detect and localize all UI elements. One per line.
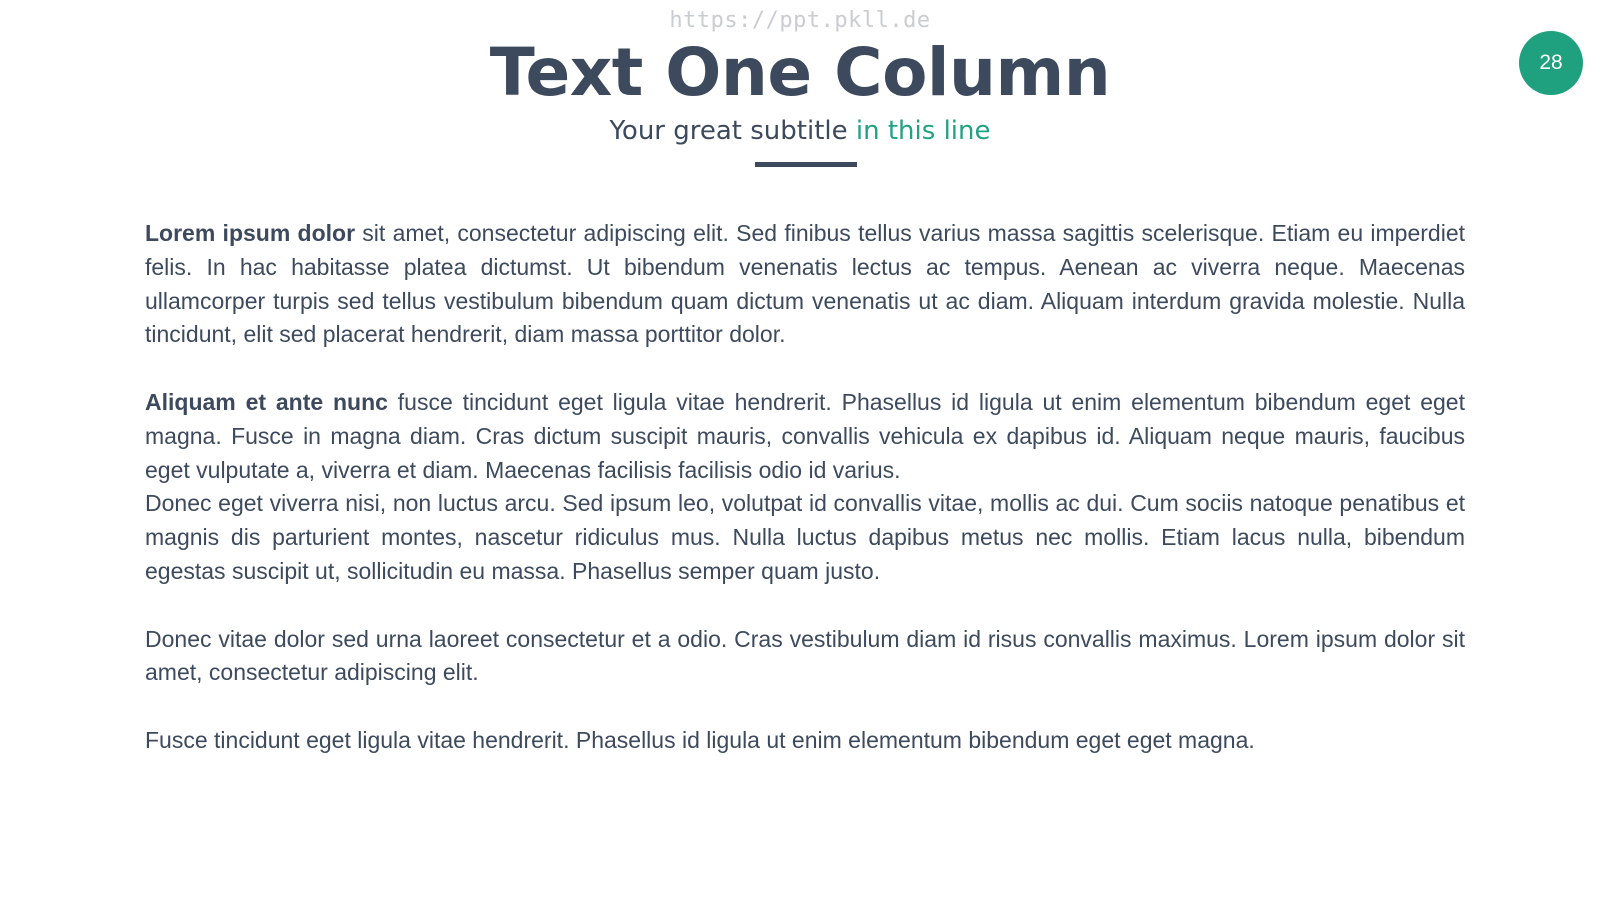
page-number: 28 [1539, 51, 1563, 74]
page-title: Text One Column [489, 34, 1111, 111]
watermark-url: https://ppt.pkll.de [669, 8, 931, 33]
paragraph-4-text: Donec vitae dolor sed urna laoreet consectetur et a odio. Cras vestibulum diam id risus convallis maximus. Lorem ipsum dolor sit amet, consectetur adipiscing elit. [145, 625, 1465, 686]
paragraph-2-text: fusce tincidunt eget ligula vitae hendrerit. Phasellus id ligula ut enim elementum bibendum eget eget magna. Fusce in magna diam. Cras dictum suscipit mauris, convallis vehicula ex dapibus id. Aliquam neque mauris, faucibus eget vulputate a, viverra et diam. Maecenas facilisis facilisis odio id varius. [145, 388, 1465, 483]
subtitle-accent: in this line [855, 116, 991, 146]
paragraph-3 [145, 487, 1465, 588]
subtitle-main: Your great subtitle [609, 116, 848, 146]
body-text [145, 217, 1465, 758]
paragraph-2 [145, 386, 1465, 487]
paragraph-2-lead: Aliquam et ante nunc [145, 388, 388, 415]
paragraph-1-lead: Lorem ipsum dolor [145, 220, 356, 246]
paragraph-3-text: Donec eget viverra nisi, non luctus arcu. Sed ipsum leo, volutpat id convallis vitae, mollis ac dui. Cum sociis natoque penatibus et magnis dis parturient montes, nascetur ridiculus mus. Nulla luctus dapibus metus nec mollis. Etiam lacus nulla, bibendum egestas suscipit ut, sollicitudin eu massa. Phasellus semper quam justo. [145, 490, 1465, 584]
title-underline [755, 162, 857, 167]
paragraph-1-text: sit amet, consectetur adipiscing elit. Sed finibus tellus varius massa sagittis scelerisque. Etiam eu imperdiet felis. In hac habitasse platea dictumst. Ut bibendum venenatis lectus ac tempus. Aenean ac viverra neque. Maecenas ullamcorper turpis sed tellus vestibulum bibendum quam dictum venenatis ut ac diam. Aliquam interdum gravida molestie. Nulla tincidunt, elit sed placerat hendrerit, diam massa porttitor dolor. [145, 220, 1465, 348]
paragraph-4 [145, 623, 1465, 691]
paragraph-5-text: Fusce tincidunt eget ligula vitae hendrerit. Phasellus id ligula ut enim elementum bibendum eget eget magna. [145, 726, 1255, 753]
paragraph-5 [145, 724, 1465, 758]
paragraph-1 [145, 217, 1465, 352]
page-number-badge [1519, 31, 1583, 95]
page-subtitle [0, 116, 1600, 146]
